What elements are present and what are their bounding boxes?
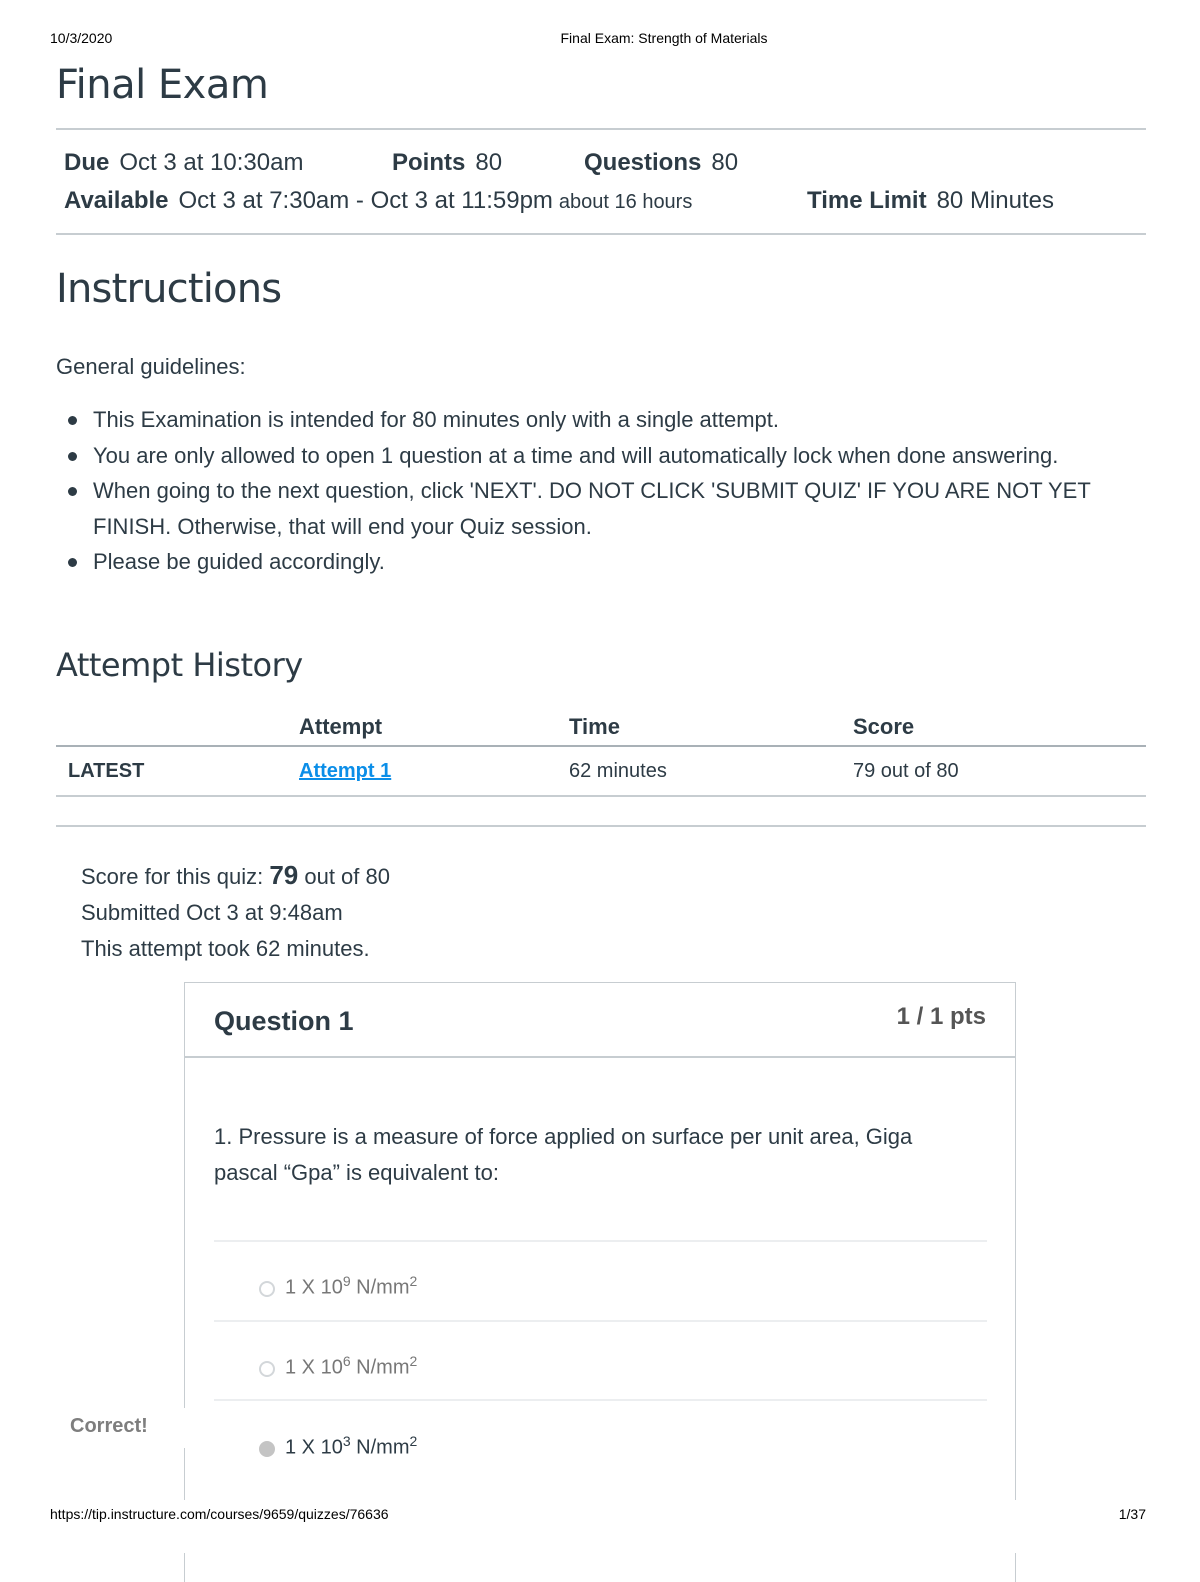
answer-unit: N/mm xyxy=(350,1356,410,1379)
column-header-score: Score xyxy=(853,714,915,739)
divider xyxy=(56,825,1146,827)
points-info xyxy=(392,149,502,177)
due-value: Oct 3 at 10:30am xyxy=(119,149,304,176)
answer-option-selected[interactable] xyxy=(259,1433,417,1460)
table-row-divider xyxy=(56,795,1146,797)
radio-icon xyxy=(259,1361,275,1377)
answer-unit-exponent: 2 xyxy=(409,1273,418,1289)
answer-base: 1 X 10 xyxy=(285,1436,343,1459)
divider xyxy=(56,128,1146,130)
column-header-time: Time xyxy=(569,714,620,739)
answer-base: 1 X 10 xyxy=(285,1276,343,1299)
question-points: 1 / 1 pts xyxy=(896,1003,986,1030)
answer-exponent: 6 xyxy=(342,1353,351,1369)
guideline-item: You are only allowed to open 1 question at a time and will automatically lock when done answering. xyxy=(56,438,1146,474)
questions-label: Questions xyxy=(584,149,702,176)
due-label: Due xyxy=(64,149,110,176)
score-prefix: Score for this quiz: xyxy=(81,864,264,889)
answer-unit: N/mm xyxy=(350,1276,410,1299)
guideline-item: This Examination is intended for 80 minutes only with a single attempt. xyxy=(56,402,1146,438)
attempt-time: 62 minutes xyxy=(569,760,667,782)
guidelines-label: General guidelines: xyxy=(56,354,246,379)
submitted-time: Submitted Oct 3 at 9:48am xyxy=(81,900,343,925)
answer-unit: N/mm xyxy=(350,1436,410,1459)
answer-option[interactable] xyxy=(259,1273,417,1300)
due-info xyxy=(64,149,303,177)
answer-base: 1 X 10 xyxy=(285,1356,343,1379)
correct-answer-label: Correct! xyxy=(70,1415,148,1437)
print-date: 10/3/2020 xyxy=(50,30,113,46)
column-header-attempt: Attempt xyxy=(299,714,383,739)
available-value: Oct 3 at 7:30am - Oct 3 at 11:59pm xyxy=(178,187,553,214)
guideline-item: When going to the next question, click 'NEXT'. DO NOT CLICK 'SUBMIT QUIZ' IF YOU ARE NOT YET FINISH. Otherwise, that will end your Quiz session. xyxy=(56,473,1146,544)
available-label: Available xyxy=(64,187,169,214)
score-line xyxy=(81,857,390,895)
questions-info xyxy=(584,149,738,177)
radio-selected-icon xyxy=(259,1441,275,1457)
questions-value: 80 xyxy=(711,149,739,176)
points-label: Points xyxy=(392,149,466,176)
time-limit-value: 80 Minutes xyxy=(936,187,1054,214)
answer-exponent: 9 xyxy=(342,1273,351,1289)
available-duration: about 16 hours xyxy=(558,191,693,213)
answer-option[interactable] xyxy=(259,1353,417,1380)
card-border-gap xyxy=(150,1408,190,1448)
time-limit-info xyxy=(807,187,1054,215)
time-limit-label: Time Limit xyxy=(807,187,927,214)
answer-divider xyxy=(214,1240,987,1242)
table-header-divider xyxy=(56,745,1146,747)
score-summary xyxy=(81,857,390,967)
question-header xyxy=(185,983,1015,1058)
question-card xyxy=(184,982,1016,1582)
attempt-duration: This attempt took 62 minutes. xyxy=(81,936,370,961)
answer-exponent: 3 xyxy=(342,1433,351,1449)
answer-divider xyxy=(214,1399,987,1401)
divider xyxy=(56,233,1146,235)
question-title: Question 1 xyxy=(214,1006,354,1036)
page-title: Final Exam xyxy=(56,62,269,108)
question-text: 1. Pressure is a measure of force applied on surface per unit area, Giga pascal “Gpa” is equivalent to: xyxy=(214,1124,913,1185)
answer-unit-exponent: 2 xyxy=(409,1433,418,1449)
instructions-title: Instructions xyxy=(56,266,282,312)
attempt-score: 79 out of 80 xyxy=(853,760,959,782)
attempt-history-title: Attempt History xyxy=(56,646,303,684)
guideline-item: Please be guided accordingly. xyxy=(56,544,1146,580)
print-url: https://tip.instructure.com/courses/9659/quizzes/76636 xyxy=(50,1506,389,1522)
answer-unit-exponent: 2 xyxy=(409,1353,418,1369)
points-value: 80 xyxy=(475,149,503,176)
attempt-1-link[interactable]: Attempt 1 xyxy=(299,760,392,782)
guidelines-list xyxy=(56,402,1146,580)
answer-divider xyxy=(214,1320,987,1322)
print-page-number: 1/37 xyxy=(1118,1506,1146,1522)
print-title: Final Exam: Strength of Materials xyxy=(560,30,768,46)
latest-tag: LATEST xyxy=(68,760,145,782)
available-info xyxy=(64,187,692,215)
score-suffix: out of 80 xyxy=(304,864,390,889)
radio-icon xyxy=(259,1281,275,1297)
score-value: 79 xyxy=(269,860,299,890)
